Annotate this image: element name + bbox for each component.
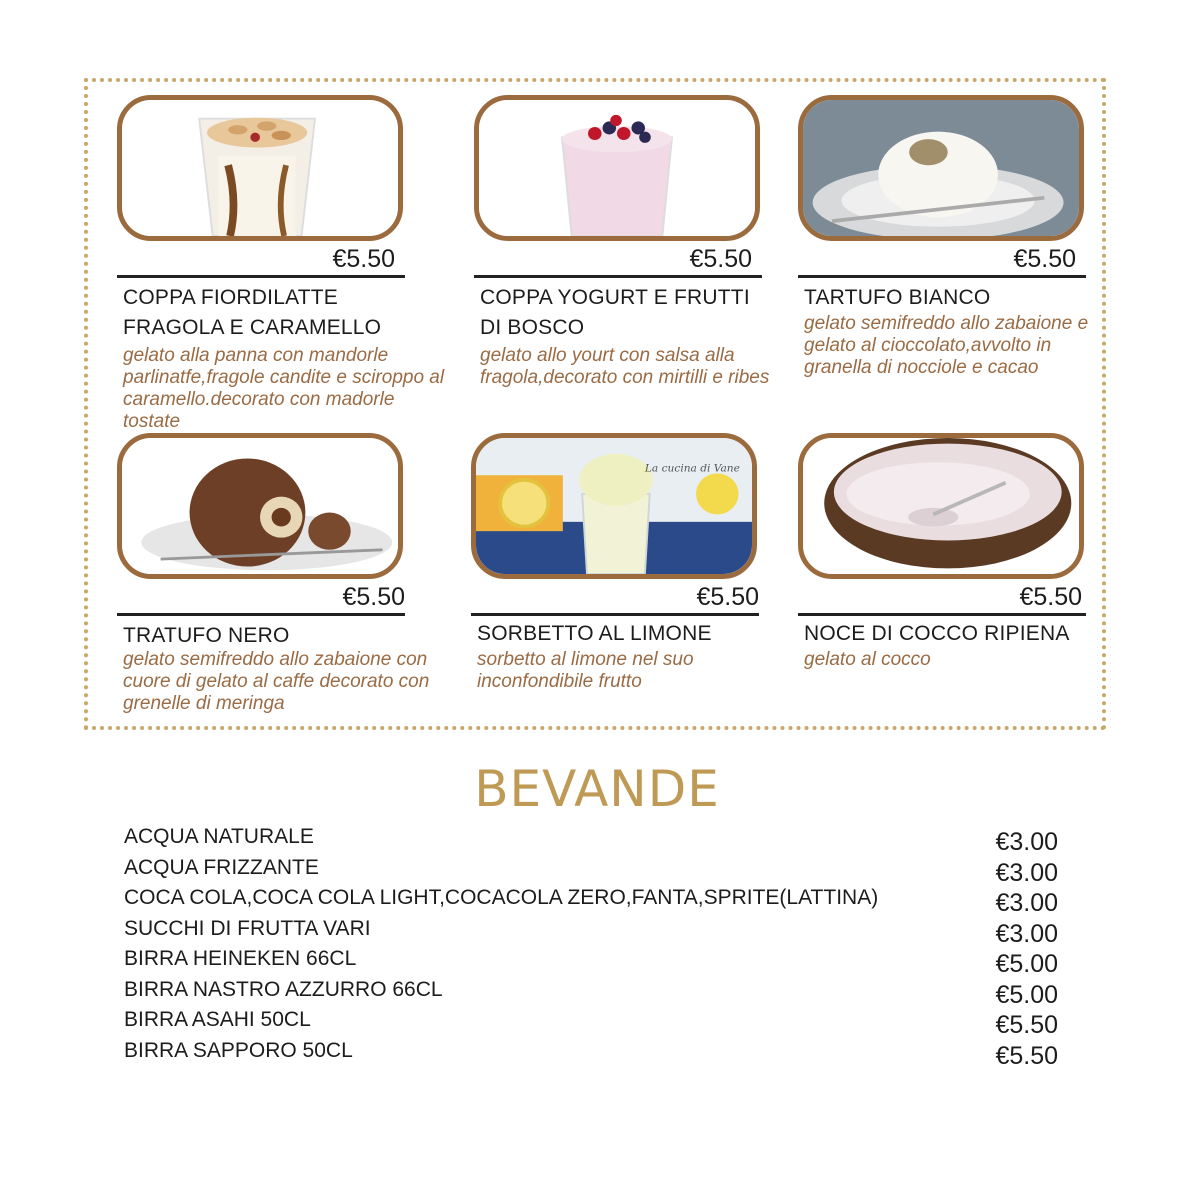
beverage-name: ACQUA NATURALE <box>124 825 314 848</box>
dessert-price: €5.50 <box>342 583 405 611</box>
photo-caption: La cucina di Vane <box>644 462 740 475</box>
divider <box>117 613 405 616</box>
beverage-price: €3.00 <box>995 828 1058 856</box>
dessert-price: €5.50 <box>1013 245 1076 273</box>
beverage-price: €5.00 <box>995 980 1058 1009</box>
beverage-row <box>124 978 1064 1009</box>
beverage-name: BIRRA HEINEKEN 66CL <box>124 947 357 970</box>
dessert-price: €5.50 <box>689 245 752 273</box>
beverage-row <box>124 917 1064 948</box>
dessert-price: €5.50 <box>332 245 395 273</box>
beverage-row <box>124 825 1064 856</box>
beverage-price: €5.50 <box>995 1041 1058 1070</box>
beverage-row <box>124 1039 1064 1070</box>
dessert-photo <box>798 95 1084 241</box>
divider <box>471 613 759 616</box>
beverage-price: €3.00 <box>995 889 1058 917</box>
dessert-description: gelato semifreddo allo zabaione con cuore di gelato al caffe decorato con grenelle di meringa <box>123 649 430 714</box>
dessert-description: sorbetto al limone nel suo inconfondibile frutto <box>477 649 694 692</box>
dessert-description: gelato semifreddo allo zabaione e gelato al cioccolato,avvolto in granella di nocciole e cacao <box>804 313 1089 378</box>
dessert-title: COPPA FIORDILATTE FRAGOLA E CARAMELLO <box>123 286 382 339</box>
divider <box>798 613 1086 616</box>
dessert-price: €5.50 <box>1019 583 1082 611</box>
divider <box>117 275 405 278</box>
beverage-list <box>124 825 1064 1069</box>
beverage-row <box>124 1008 1064 1039</box>
beverage-name: BIRRA ASAHI 50CL <box>124 1008 311 1031</box>
dessert-description: gelato al cocco <box>804 649 931 670</box>
beverages-heading: BEVANDE <box>474 760 720 818</box>
dessert-photo <box>117 433 403 579</box>
dessert-title: NOCE DI COCCO RIPIENA <box>804 622 1070 645</box>
beverage-name: BIRRA NASTRO AZZURRO 66CL <box>124 977 443 1001</box>
beverage-row <box>124 947 1064 978</box>
beverage-row <box>124 886 1064 917</box>
beverage-price: €5.50 <box>995 1011 1058 1039</box>
dessert-description: gelato alla panna con mandorle parlinatfe,fragole candite e sciroppo al caramello.decorato con madorle tostate <box>123 345 445 432</box>
dessert-photo <box>798 433 1084 579</box>
beverage-name: ACQUA FRIZZANTE <box>124 855 319 879</box>
dessert-photo <box>471 433 757 579</box>
dessert-photo <box>474 95 760 241</box>
dessert-price: €5.50 <box>696 583 759 611</box>
dessert-description: gelato allo yourt con salsa alla fragola,decorato con mirtilli e ribes <box>480 345 770 388</box>
divider <box>798 275 1086 278</box>
dessert-title: SORBETTO AL LIMONE <box>477 622 712 645</box>
beverage-row <box>124 856 1064 887</box>
dessert-title: TRATUFO NERO <box>123 624 290 647</box>
dessert-title: COPPA YOGURT E FRUTTI DI BOSCO <box>480 286 750 339</box>
beverage-name: COCA COLA,COCA COLA LIGHT,COCACOLA ZERO,FANTA,SPRITE(LATTINA) <box>124 886 879 909</box>
beverage-name: BIRRA SAPPORO 50CL <box>124 1038 353 1062</box>
beverage-price: €5.00 <box>995 950 1058 978</box>
beverage-price: €3.00 <box>995 919 1058 948</box>
dessert-title: TARTUFO BIANCO <box>804 286 991 309</box>
beverage-name: SUCCHI DI FRUTTA VARI <box>124 916 371 940</box>
beverage-price: €3.00 <box>995 858 1058 887</box>
divider <box>474 275 762 278</box>
dessert-photo <box>117 95 403 241</box>
